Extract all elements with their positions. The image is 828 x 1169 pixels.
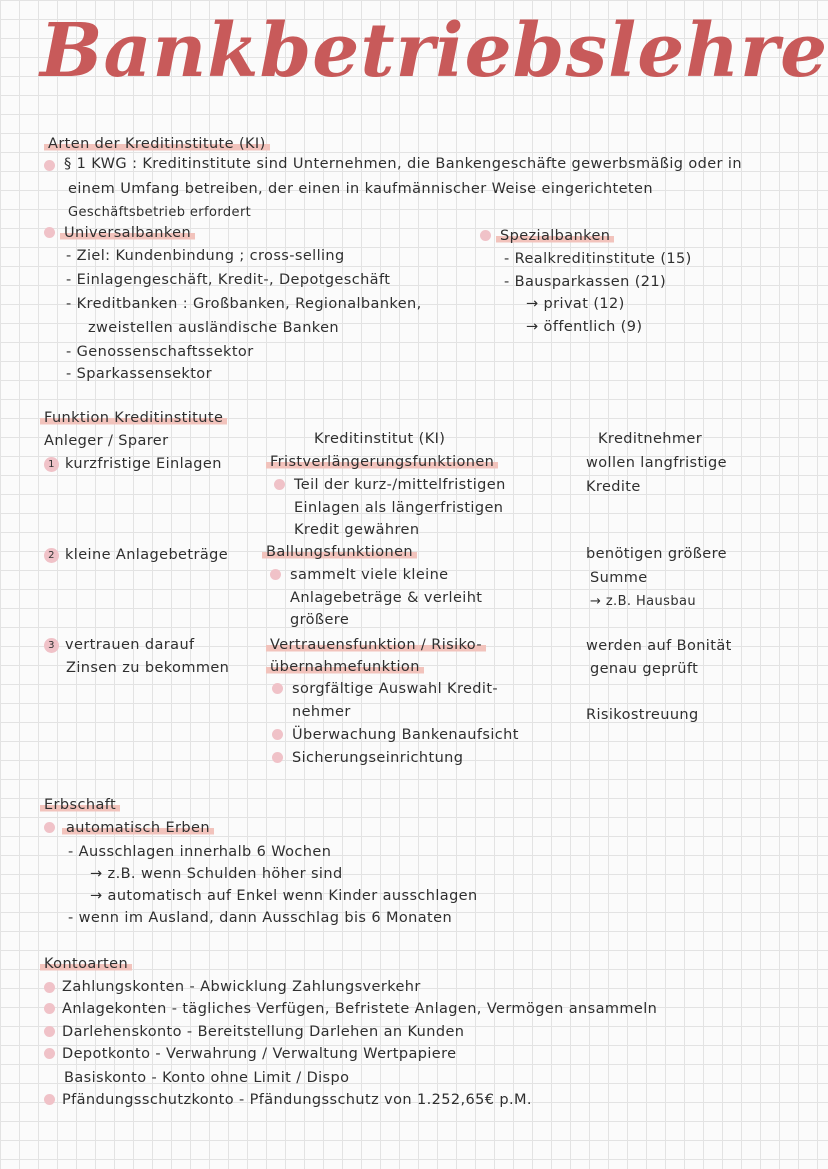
- erbschaft-item: - Ausschlagen innerhalb 6 Wochen: [68, 844, 332, 860]
- function-point: Einlagen als längerfristigen: [294, 500, 504, 516]
- spezial-item: - Bausparkassen (21): [504, 274, 667, 290]
- kreditnehmer-row-2: benötigen größere: [586, 546, 727, 562]
- kontoart-item: Anlagekonten - tägliches Verfügen, Befristete Anlagen, Vermögen ansammeln: [62, 1001, 658, 1017]
- page-title: Bankbetriebslehre: [40, 8, 828, 94]
- section-heading-kontoarten: Kontoarten: [40, 956, 132, 972]
- anleger-row-1: 1 kurzfristige Einlagen: [44, 456, 222, 472]
- bullet-dot: [44, 982, 55, 993]
- function-point: Anlagebeträge & verleiht: [290, 590, 483, 606]
- column-header-anleger: Anleger / Sparer: [44, 433, 169, 449]
- spezial-item: - Realkreditinstitute (15): [504, 251, 692, 267]
- section-heading-erbschaft: Erbschaft: [40, 797, 120, 813]
- universal-item: - Ziel: Kundenbindung ; cross-selling: [66, 248, 345, 264]
- bullet-dot: [44, 1048, 55, 1059]
- column-header-kreditinstitut: Kreditinstitut (KI): [314, 431, 446, 447]
- bullet-dot: [44, 822, 55, 833]
- section-heading-arten: Arten der Kreditinstitute (KI): [44, 136, 270, 152]
- kontoart-item: Basiskonto - Konto ohne Limit / Dispo: [64, 1070, 350, 1086]
- kontoart-item: Depotkonto - Verwahrung / Verwaltung Wertpapiere: [62, 1046, 457, 1062]
- function-point: Kredit gewähren: [294, 522, 420, 538]
- bullet-dot: [480, 230, 491, 241]
- spezial-item: → privat (12): [526, 296, 625, 312]
- bullet-dot: [44, 227, 55, 238]
- universal-item: - Einlagengeschäft, Kredit-, Depotgeschäft: [66, 272, 391, 288]
- function-title-3: übernahmefunktion: [266, 659, 424, 675]
- function-point: sammelt viele kleine: [290, 567, 449, 583]
- kreditnehmer-row-2: Summe: [590, 570, 648, 586]
- kontoart-item: Zahlungskonten - Abwicklung Zahlungsverkehr: [62, 979, 421, 995]
- section-heading-funktion: Funktion Kreditinstitute: [40, 410, 227, 426]
- kontoart-item: Pfändungsschutzkonto - Pfändungsschutz von 1.252,65€ p.M.: [62, 1092, 532, 1108]
- anleger-row-3: 3 vertrauen darauf: [44, 637, 195, 653]
- function-point: sorgfältige Auswahl Kredit-: [292, 681, 499, 697]
- function-title-2: Ballungsfunktionen: [262, 544, 417, 560]
- bullet-dot: [274, 479, 285, 490]
- erbschaft-item: → z.B. wenn Schulden höher sind: [90, 866, 343, 882]
- universalbanken-heading: Universalbanken: [60, 225, 195, 241]
- universal-item: zweistellen ausländische Banken: [88, 320, 339, 336]
- anleger-row-2: 2 kleine Anlagebeträge: [44, 547, 228, 563]
- definition-line-2: einem Umfang betreiben, der einen in kaufmännischer Weise eingerichteten: [68, 181, 653, 197]
- function-point: größere: [290, 612, 350, 628]
- kreditnehmer-row-1: wollen langfristige: [586, 455, 727, 471]
- erbschaft-item: → automatisch auf Enkel wenn Kinder ausschlagen: [90, 888, 478, 904]
- function-point: Überwachung Bankenaufsicht: [292, 727, 519, 743]
- kreditnehmer-row-2: → z.B. Hausbau: [590, 594, 696, 609]
- bullet-dot: [272, 729, 283, 740]
- spezialbanken-heading: Spezialbanken: [496, 228, 614, 244]
- bullet-dot: [44, 1026, 55, 1037]
- function-point: Teil der kurz-/mittelfristigen: [294, 477, 506, 493]
- function-point: Sicherungseinrichtung: [292, 750, 464, 766]
- bullet-dot: [44, 1094, 55, 1105]
- erbschaft-subheading: automatisch Erben: [62, 820, 214, 836]
- universal-item: - Genossenschaftssektor: [66, 344, 254, 360]
- function-point: nehmer: [292, 704, 351, 720]
- kreditnehmer-row-3: werden auf Bonität: [586, 638, 732, 654]
- function-title-1: Fristverlängerungsfunktionen: [266, 454, 498, 470]
- spezial-item: → öffentlich (9): [526, 319, 643, 335]
- bullet-dot: [44, 160, 55, 171]
- function-title-3: Vertrauensfunktion / Risiko-: [266, 637, 486, 653]
- kreditnehmer-row-3: Risikostreuung: [586, 707, 699, 723]
- bullet-dot: [272, 752, 283, 763]
- kreditnehmer-row-3: genau geprüft: [590, 661, 699, 677]
- column-header-kreditnehmer: Kreditnehmer: [598, 431, 703, 447]
- bullet-dot: [44, 1003, 55, 1014]
- bullet-dot: [270, 569, 281, 580]
- kontoart-item: Darlehenskonto - Bereitstellung Darlehen an Kunden: [62, 1024, 465, 1040]
- bullet-dot: [272, 683, 283, 694]
- universal-item: - Sparkassensektor: [66, 366, 212, 382]
- erbschaft-item: - wenn im Ausland, dann Ausschlag bis 6 Monaten: [68, 910, 453, 926]
- definition-line-1: § 1 KWG : Kreditinstitute sind Unternehmen, die Bankengeschäfte gewerbsmäßig oder in: [64, 156, 742, 172]
- universal-item: - Kreditbanken : Großbanken, Regionalbanken,: [66, 296, 422, 312]
- anleger-row-3: Zinsen zu bekommen: [66, 660, 230, 676]
- definition-line-3: Geschäftsbetrieb erfordert: [68, 205, 252, 220]
- kreditnehmer-row-1: Kredite: [586, 479, 641, 495]
